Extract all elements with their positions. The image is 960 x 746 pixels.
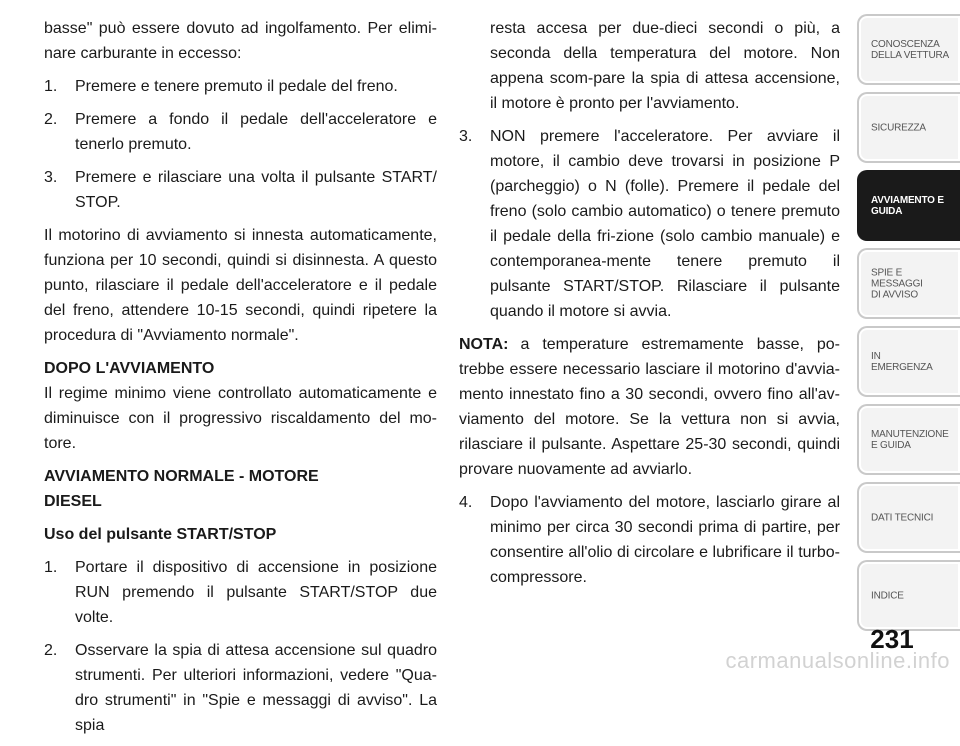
list-item xyxy=(44,74,437,99)
section-heading-cont: DIESEL xyxy=(44,493,102,510)
note-paragraph xyxy=(459,332,840,482)
tab-label: IN EMERGENZA xyxy=(871,350,933,373)
tab-label: SICUREZZA xyxy=(871,122,926,133)
list-number: 3. xyxy=(44,169,58,186)
list-item xyxy=(459,490,840,590)
tab-indice[interactable] xyxy=(857,560,960,631)
tab-emergenza[interactable] xyxy=(857,326,960,397)
list-item xyxy=(459,124,840,324)
intro-paragraph: basse" può essere dovuto ad ingolfamento. Per elimi-nare carburante in eccesso: xyxy=(44,20,437,62)
right-column xyxy=(459,16,840,598)
tab-conoscenza[interactable] xyxy=(857,14,960,85)
list-text: Portare il dispositivo di accensione in posizione RUN premendo il pulsante START/STOP due volte. xyxy=(75,559,437,626)
list-text: Osservare la spia di attesa accensione sul quadro strumenti. Per ulteriori informazioni, vedere "Qua-dro strumenti" in "Spie e messaggi di avviso". La spia xyxy=(75,642,437,734)
subsection-heading: Uso del pulsante START/STOP xyxy=(44,526,277,543)
continued-list-text: resta accesa per due-dieci secondi o più, a seconda della temperatura del motore. Non appena scom-pare la spia di attesa accensione, il motore è pronto per l'avviamento. xyxy=(490,20,840,112)
section-heading: AVVIAMENTO NORMALE - MOTORE xyxy=(44,468,319,485)
list-item xyxy=(44,638,437,738)
list-number: 2. xyxy=(44,642,58,659)
list-text: NON premere l'acceleratore. Per avviare il motore, il cambio deve trovarsi in posizione P (parcheggio) o N (folle). Premere il pedale del freno (solo cambio automatico) o tenere premuto il pedale della fri-zione (solo cambio manuale) e contemporanea-mente tenere premuto il pulsante START/STOP. Rilasciare il pulsante quando il motore si avvia. xyxy=(490,128,840,320)
list-text: Premere a fondo il pedale dell'acceleratore e tenerlo premuto. xyxy=(75,111,437,153)
list-item xyxy=(44,107,437,157)
page-number: 231 xyxy=(870,624,914,654)
tab-label: SPIE E MESSAGGI DI AVVISO xyxy=(871,267,923,300)
tab-manutenzione[interactable] xyxy=(857,404,960,475)
tab-label: MANUTENZIONE E GUIDA xyxy=(871,428,949,451)
tab-label: DATI TECNICI xyxy=(871,512,934,523)
list-text: Premere e tenere premuto il pedale del freno. xyxy=(75,78,398,95)
chapter-tabs xyxy=(857,14,960,638)
tab-dati-tecnici[interactable] xyxy=(857,482,960,553)
list-text: Dopo l'avviamento del motore, lasciarlo girare al minimo per circa 30 secondi prima di partire, per consentire all'olio di circolare e lubrificare il turbo-compressore. xyxy=(490,494,840,586)
tab-sicurezza[interactable] xyxy=(857,92,960,163)
list-number: 2. xyxy=(44,111,58,128)
note-text: a temperature estremamente basse, po-trebbe essere necessario lasciare il motorino d'avvia-mento innestato fino a 30 secondi, ovvero fino all'av-viamento del motore. Se la vettura non si avvia, rilasciare il pulsante. Aspettare 25-30 secondi, quindi provare nuovamente ad avviarlo. xyxy=(459,336,840,478)
list-number: 3. xyxy=(459,128,473,145)
note-label: NOTA: xyxy=(459,336,509,353)
paragraph: Il motorino di avviamento si innesta automaticamente, funziona per 10 secondi, quindi si disinnesta. A questo punto, rilasciare il pedale dell'acceleratore e il pedale del freno, attendere 10-15 secondi, quindi ripetere la procedura di "Avviamento normale". xyxy=(44,227,437,344)
list-number: 1. xyxy=(44,559,58,576)
watermark: carmanualsonline.info xyxy=(725,648,950,673)
list-number: 4. xyxy=(459,494,473,511)
paragraph: Il regime minimo viene controllato automaticamente e diminuisce con il progressivo riscaldamento del mo-tore. xyxy=(44,385,437,452)
tab-avviamento[interactable] xyxy=(857,170,960,241)
section-heading: DOPO L'AVVIAMENTO xyxy=(44,360,215,377)
tab-label: INDICE xyxy=(871,590,904,601)
list-item xyxy=(44,165,437,215)
tab-spie[interactable] xyxy=(857,248,960,319)
list-text: Premere e rilasciare una volta il pulsante START/ STOP. xyxy=(75,169,437,211)
list-number: 1. xyxy=(44,78,58,95)
tab-label: CONOSCENZA DELLA VETTURA xyxy=(871,38,949,61)
tab-label: AVVIAMENTO E GUIDA xyxy=(871,194,944,217)
left-column xyxy=(44,16,437,746)
list-item xyxy=(44,555,437,630)
